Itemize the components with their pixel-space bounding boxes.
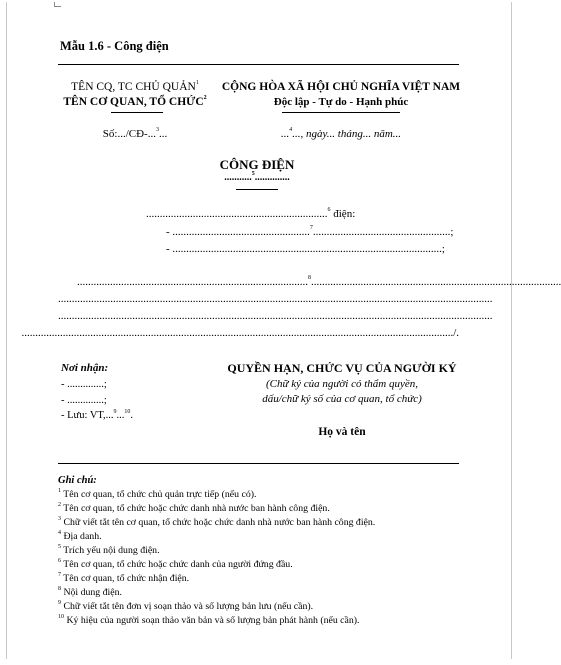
note-item: $^5$ Trích yếu nội dung điện. bbox=[58, 544, 160, 556]
note-item: $^6$ Tên cơ quan, tổ chức hoặc chức danh của người đứng đầu. bbox=[58, 558, 293, 570]
signature-note-1: (Chữ ký của người có thẩm quyền, bbox=[266, 378, 418, 390]
title-rule bbox=[58, 64, 459, 65]
document-type: CÔNG ĐIỆN bbox=[219, 157, 295, 172]
summary-underline bbox=[236, 189, 278, 190]
agency-underline bbox=[111, 112, 163, 113]
note-item: $^3$ Chữ viết tắt tên cơ quan, tổ chức hoặc chức danh nhà nước ban hành công điện. bbox=[58, 516, 376, 528]
note-item: $^1$ Tên cơ quan, tổ chức chủ quản trực tiếp (nếu có). bbox=[58, 488, 257, 500]
body-line-2: .............................................................................................................................................................. bbox=[58, 293, 493, 305]
note-item: $^9$ Chữ viết tắt tên đơn vị soạn thảo và số lượng bản lưu (nếu cần). bbox=[58, 600, 314, 612]
document-number: Số:.../CĐ-...$^3$... bbox=[102, 127, 168, 140]
page-corner-mark bbox=[54, 2, 61, 7]
body-line-4: ............................................................................................................................................................./. bbox=[21, 327, 459, 339]
notes-title: Ghi chú: bbox=[58, 475, 97, 486]
country-name: CỘNG HÒA XÃ HỘI CHỦ NGHĨA VIỆT NAM bbox=[221, 81, 461, 93]
body-line-1: ....................................................................................$^8$........................................................................................... bbox=[77, 275, 561, 288]
note-item: $^{10}$ Ký hiệu của người soạn thảo văn bản và số lượng bản phát hành (nếu cần). bbox=[58, 614, 360, 626]
form-title: Mẫu 1.6 - Công điện bbox=[60, 39, 169, 53]
recipients-item-2: - ..............; bbox=[61, 395, 107, 406]
agency-name: TÊN CƠ QUAN, TỔ CHỨC$^2$ bbox=[63, 95, 207, 108]
motto: Độc lập - Tự do - Hạnh phúc bbox=[273, 96, 409, 108]
recipient-line-3: - ..................................................................................................; bbox=[166, 243, 445, 255]
signer-name: Họ và tên bbox=[318, 426, 366, 438]
note-item: $^8$ Nội dung điện. bbox=[58, 586, 122, 598]
motto-underline bbox=[282, 112, 400, 113]
note-item: $^4$ Địa danh. bbox=[58, 530, 102, 542]
notes-rule bbox=[58, 463, 459, 464]
recipient-line-1: ..................................................................$^6$ điện: bbox=[146, 207, 356, 220]
document-page bbox=[6, 2, 561, 659]
signature-note-2: dấu/chữ ký số của cơ quan, tổ chức) bbox=[262, 393, 422, 405]
recipient-line-2: - ..................................................$^7$..................................................; bbox=[166, 225, 454, 238]
note-item: $^2$ Tên cơ quan, tổ chức hoặc chức danh nhà nước ban hành công điện. bbox=[58, 502, 330, 514]
recipients-label: Nơi nhận: bbox=[61, 362, 109, 374]
recipients-archive: - Lưu: VT,...$^9$...$^{10}$. bbox=[61, 409, 134, 421]
agency-parent: TÊN CQ, TC CHỦ QUẢN$^1$ bbox=[71, 80, 199, 93]
document-summary: ...........$^5$.............. bbox=[224, 171, 290, 183]
signer-position: QUYỀN HẠN, CHỨC VỤ CỦA NGƯỜI KÝ bbox=[227, 361, 457, 375]
place-date: ...$^4$..., ngày... tháng... năm... bbox=[280, 127, 402, 140]
body-line-3: .............................................................................................................................................................. bbox=[58, 310, 493, 322]
recipients-item-1: - ..............; bbox=[61, 379, 107, 390]
note-item: $^7$ Tên cơ quan, tổ chức nhận điện. bbox=[58, 572, 190, 584]
